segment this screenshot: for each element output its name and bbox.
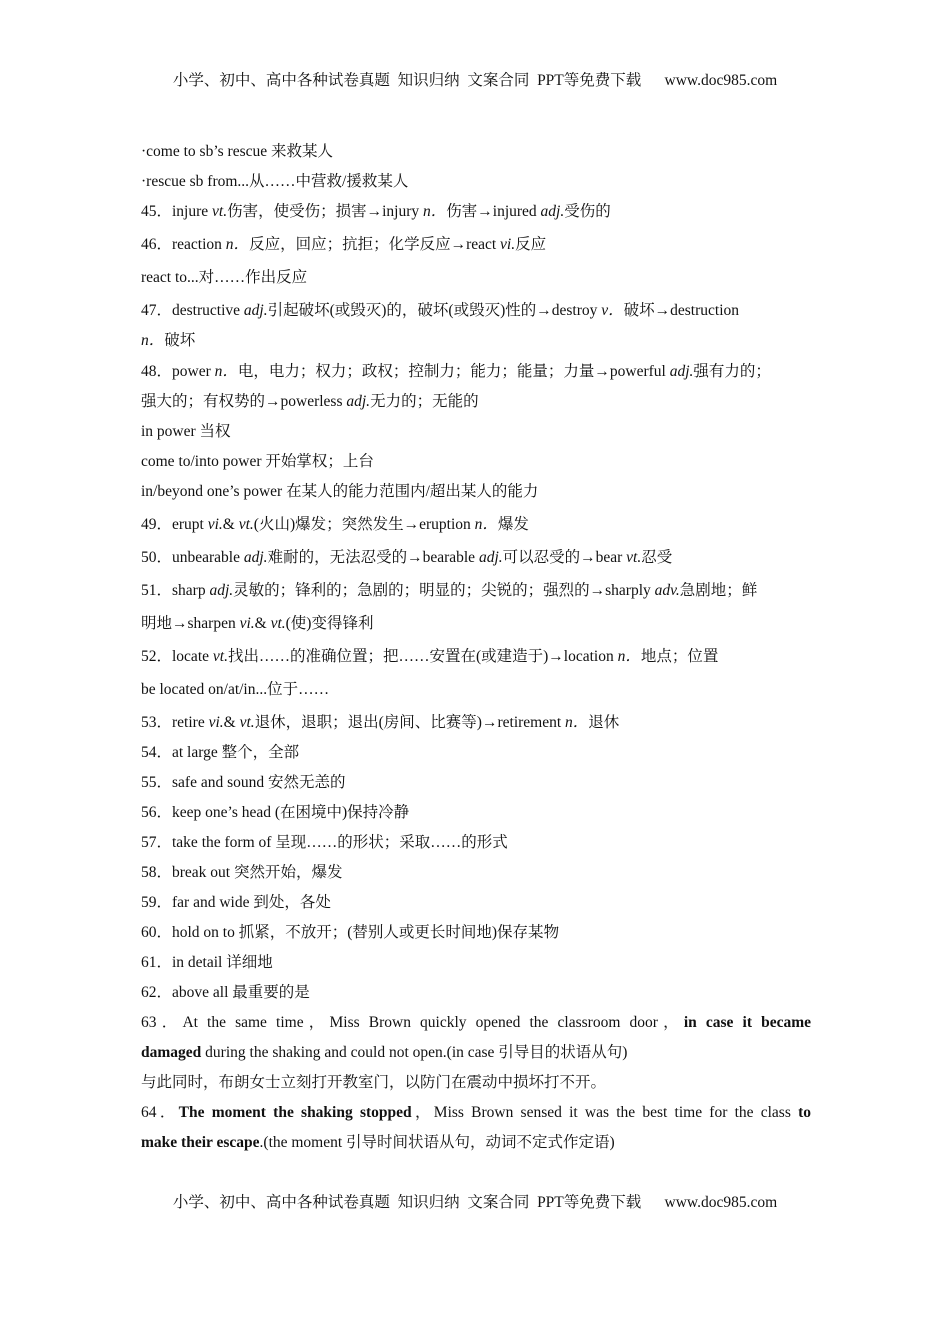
text: 电，电力；权力；政权；控制力；能力；能量；力量→powerful [237, 363, 670, 380]
entry-51 [141, 581, 811, 601]
text: during the shaking and could not open.(in case 引导目的状语从句) [201, 1044, 628, 1061]
pos-tag: vt. [270, 615, 286, 632]
text: 反应，回应；抗拒；化学反应→react [249, 236, 501, 253]
text: 无力的；无能的 [370, 393, 479, 410]
pos-tag: n． [214, 363, 238, 380]
text: 破坏 [164, 332, 196, 349]
text: 47．destructive [141, 302, 244, 319]
entry-54: 54．at large 整个，全部 [141, 744, 300, 761]
pos-tag: v． [601, 302, 624, 319]
text: 63．At the same time，Miss Brown quickly opened the classroom door， [141, 1014, 684, 1031]
entry-61: 61．in detail 详细地 [141, 954, 273, 971]
pos-tag: adj. [209, 582, 234, 599]
pos-tag: adj. [243, 302, 268, 319]
entry-48 [141, 362, 811, 382]
text: 伤害→injured [446, 203, 541, 220]
text: & [222, 516, 239, 533]
pos-tag: n． [565, 714, 589, 731]
pos-tag: vi. [207, 516, 223, 533]
entry-56: 56．keep one’s head (在困境中)保持冷静 [141, 804, 410, 821]
entry-45 [141, 202, 811, 222]
text: 强大的；有权势的→powerless [141, 393, 347, 410]
text: 忍受 [641, 549, 673, 566]
text: & [254, 615, 271, 632]
pos-tag: n． [617, 648, 641, 665]
text: 退休 [588, 714, 620, 731]
text: 51．sharp [141, 582, 210, 599]
entry-51-cont [141, 614, 811, 634]
bold-phrase: in case it became [683, 1014, 811, 1031]
bold-phrase: damaged [141, 1044, 202, 1061]
entry-53 [141, 713, 811, 733]
entry-62: 62．above all 最重要的是 [141, 984, 310, 1001]
text: 53．retire [141, 714, 209, 731]
text: 46．reaction [141, 236, 226, 253]
text: 可以忍受的→bear [502, 549, 627, 566]
text: 找出……的准确位置；把……安置在(或建造于)→location [227, 648, 618, 665]
entry-49 [141, 515, 811, 535]
bold-phrase: make their escape [141, 1134, 260, 1151]
text: (火山)爆发；突然发生→eruption [253, 516, 475, 533]
text: 50．unbearable [141, 549, 244, 566]
entry-60: 60．hold on to 抓紧，不放开；(替别人或更长时间地)保存某物 [141, 924, 560, 941]
pos-tag: vt. [626, 549, 642, 566]
note-line: ·come to sb’s rescue 来救某人 [141, 143, 333, 160]
pos-tag: adj. [346, 393, 371, 410]
entry-46 [141, 235, 811, 255]
text: (使)变得锋利 [285, 615, 374, 632]
text: 45．injure [141, 203, 213, 220]
sentence-64-cont [141, 1133, 811, 1153]
note-line: be located on/at/in...位于…… [141, 681, 330, 698]
sentence-63 [141, 1013, 811, 1033]
pos-tag: n． [474, 516, 498, 533]
pos-tag: n． [141, 332, 165, 349]
text: 反应 [515, 236, 547, 253]
text: & [223, 714, 240, 731]
text: 明地→sharpen [141, 615, 240, 632]
entry-59: 59．far and wide 到处，各处 [141, 894, 331, 911]
text: 48．power [141, 363, 215, 380]
pos-tag: n． [423, 203, 447, 220]
note-line: in power 当权 [141, 423, 231, 440]
text: 退休，退职；退出(房间、比赛等)→retirement [254, 714, 566, 731]
pos-tag: adj. [540, 203, 565, 220]
text: 64． [141, 1104, 179, 1121]
note-line: in/beyond one’s power 在某人的能力范围内/超出某人的能力 [141, 483, 539, 500]
entry-57: 57．take the form of 呈现……的形状；采取……的形式 [141, 834, 508, 851]
text: 伤害，使受伤；损害→injury [227, 203, 423, 220]
text: 引起破坏(或毁灭)的，破坏(或毁灭)性的→destroy [267, 302, 602, 319]
entry-58: 58．break out 突然开始，爆发 [141, 864, 343, 881]
text: .(the moment 引导时间状语从句，动词不定式作定语) [259, 1134, 615, 1151]
page-header: 小学、初中、高中各种试卷真题 知识归纳 文案合同 PPT等免费下载 www.doc985.com [172, 72, 778, 89]
text: ，Miss Brown sensed it was the best time for the class [411, 1104, 799, 1121]
note-line: ·rescue sb from...从……中营救/援救某人 [141, 173, 409, 190]
pos-tag: vt. [239, 714, 255, 731]
pos-tag: adv. [654, 582, 680, 599]
text: 地点；位置 [640, 648, 719, 665]
bold-phrase: The moment the shaking stopped [178, 1104, 412, 1121]
pos-tag: vt. [212, 648, 228, 665]
text: 49．erupt [141, 516, 208, 533]
entry-47-cont [141, 331, 811, 351]
text: 灵敏的；锋利的；急剧的；明显的；尖锐的；强烈的→sharply [233, 582, 655, 599]
pos-tag: n． [225, 236, 250, 253]
text: 爆发 [497, 516, 529, 533]
pos-tag: vt. [238, 516, 254, 533]
pos-tag: vi. [208, 714, 224, 731]
vocabulary-notes [141, 142, 811, 1153]
text: 破坏→destruction [623, 302, 739, 319]
pos-tag: adj. [669, 363, 694, 380]
bold-phrase: to [798, 1104, 811, 1121]
entry-52 [141, 647, 811, 667]
text: 52．locate [141, 648, 213, 665]
pos-tag: adj. [478, 549, 503, 566]
pos-tag: adj. [243, 549, 268, 566]
entry-50 [141, 548, 811, 568]
translation-63: 与此同时，布朗女士立刻打开教室门，以防门在震动中损坏打不开。 [141, 1074, 607, 1091]
pos-tag: vi. [500, 236, 516, 253]
entry-55: 55．safe and sound 安然无恙的 [141, 774, 346, 791]
note-line: come to/into power 开始掌权；上台 [141, 453, 374, 470]
sentence-63-cont [141, 1043, 811, 1063]
text: 难耐的，无法忍受的→bearable [267, 549, 479, 566]
page-footer: 小学、初中、高中各种试卷真题 知识归纳 文案合同 PPT等免费下载 www.doc985.com [172, 1194, 778, 1211]
entry-47 [141, 301, 811, 321]
text: 急剧地；鲜 [679, 582, 758, 599]
sentence-64 [141, 1103, 811, 1123]
pos-tag: vt. [212, 203, 228, 220]
note-line: react to...对……作出反应 [141, 269, 308, 286]
text: 受伤的 [564, 203, 611, 220]
pos-tag: vi. [239, 615, 255, 632]
text: 强有力的； [693, 363, 771, 380]
entry-48-cont [141, 392, 811, 412]
